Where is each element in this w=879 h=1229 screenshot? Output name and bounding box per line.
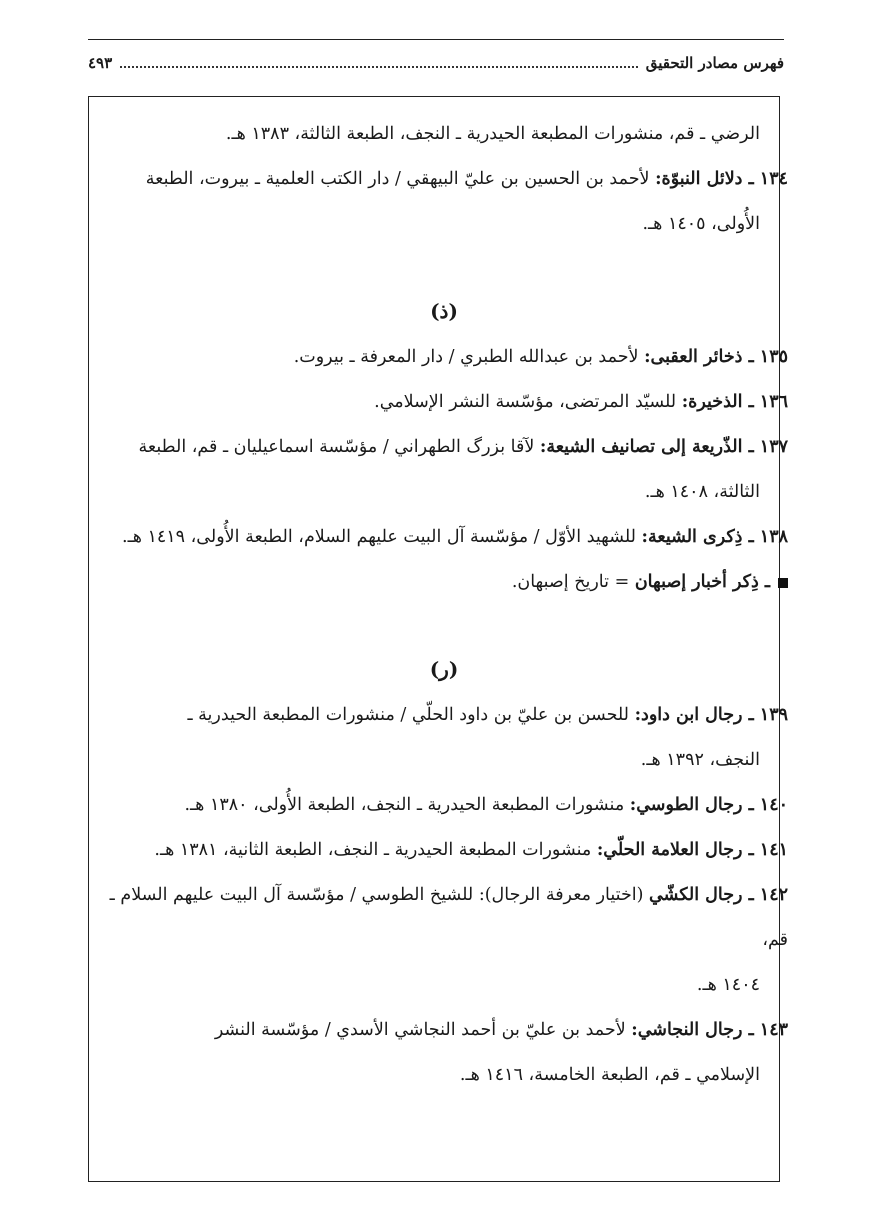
entry-text-continued: ١٤٠٤ هـ.: [696, 975, 760, 995]
bibliography-content: [100, 112, 788, 1098]
entry-title: رجال ابن داود:: [634, 705, 743, 725]
entry-text-continued: الإسلامي ـ قم، الطبعة الخامسة، ١٤١٦ هـ.: [459, 1065, 760, 1085]
entry-135: ١٣٥ ـ ذخائر العقبى: لأحمد بن عبدالله الطبري / دار المعرفة ـ بيروت.: [293, 347, 788, 367]
entry-title: رجال العلامة الحلّي:: [596, 840, 743, 860]
entry-142: ١٤٢ ـ رجال الكشّي (اختيار معرفة الرجال): للشيخ الطوسي / مؤسّسة آل البيت عليهم السلام ـ قم، ١٤٠٤ هـ.: [109, 885, 788, 995]
entry-134: ١٣٤ ـ دلائل النبوّة: لأحمد بن الحسين بن عليّ البيهقي / دار الكتب العلمية ـ بيروت، الطبعة الأُولى، ١٤٠٥ هـ.: [145, 169, 788, 234]
entry-title: رجال الطوسي:: [629, 795, 743, 815]
cross-reference-text: = تاريخ إصبهان.: [511, 572, 635, 592]
entry-text: منشورات المطبعة الحيدرية ـ النجف، الطبعة الثانية، ١٣٨١ هـ.: [154, 840, 597, 860]
entry-title: الذخيرة:: [681, 392, 743, 412]
entry-136: ١٣٦ ـ الذخيرة: للسيّد المرتضى، مؤسّسة النشر الإسلامي.: [374, 392, 788, 412]
entry-number: ١٣٤: [759, 169, 788, 189]
entry-number: ١٤١: [759, 840, 788, 860]
entry-text: لأحمد بن عليّ بن أحمد النجاشي الأسدي / مؤسّسة النشر: [214, 1020, 632, 1040]
entry-title: الذّريعة إلى تصانيف الشيعة:: [539, 437, 743, 457]
entry-number: ١٣٥: [759, 347, 788, 367]
entry-137: ١٣٧ ـ الذّريعة إلى تصانيف الشيعة: لآقا بزرگ الطهراني / مؤسّسة اسماعيليان ـ قم، الطبعة الثالثة، ١٤٠٨ هـ.: [138, 437, 788, 502]
entry-139: ١٣٩ ـ رجال ابن داود: للحسن بن عليّ بن داود الحلّي / منشورات المطبعة الحيدرية ـ النجف، ١٣٩٢ هـ.: [187, 705, 788, 770]
entry-141: ١٤١ ـ رجال العلامة الحلّي: منشورات المطبعة الحيدرية ـ النجف، الطبعة الثانية، ١٣٨١ هـ.: [154, 840, 788, 860]
entry-text: للشهيد الأوّل / مؤسّسة آل البيت عليهم السلام، الطبعة الأُولى، ١٤١٩ هـ.: [122, 527, 642, 547]
running-title: فهرس مصادر التحقيق: [645, 54, 784, 72]
entry-138: ١٣٨ ـ ذِكرى الشيعة: للشهيد الأوّل / مؤسّسة آل البيت عليهم السلام، الطبعة الأُولى، ١٤١٩ هـ.: [122, 527, 788, 547]
entry-number: ١٣٧: [759, 437, 788, 457]
entry-title: ذخائر العقبى:: [644, 347, 743, 367]
entry-title: رجال النجاشي:: [631, 1020, 743, 1040]
section-heading-ra: (ر): [429, 657, 459, 681]
entry-text: لأحمد بن عبدالله الطبري / دار المعرفة ـ بيروت.: [293, 347, 645, 367]
entry-text-continued: الأُولى، ١٤٠٥ هـ.: [642, 214, 760, 234]
entry-text: الرضي ـ قم، منشورات المطبعة الحيدرية ـ النجف، الطبعة الثالثة، ١٣٨٣ هـ.: [225, 124, 760, 144]
entry-title: دلائل النبوّة:: [655, 169, 743, 189]
header-dot-leader: [120, 66, 638, 68]
entry-number: ١٤٠: [759, 795, 788, 815]
entry-143: ١٤٣ ـ رجال النجاشي: لأحمد بن عليّ بن أحمد النجاشي الأسدي / مؤسّسة النشر الإسلامي ـ قم، الطبعة الخامسة، ١٤١٦ هـ.: [214, 1020, 788, 1085]
cross-reference: [100, 560, 788, 605]
page-number: ٤٩٣: [88, 54, 113, 72]
entry-number: ١٣٦: [759, 392, 788, 412]
section-heading-dhal: (ذ): [430, 299, 458, 323]
entry-text-continued: النجف، ١٣٩٢ هـ.: [640, 750, 760, 770]
entry-number: ١٤٣: [759, 1020, 788, 1040]
entry-text: منشورات المطبعة الحيدرية ـ النجف، الطبعة الأُولى، ١٣٨٠ هـ.: [184, 795, 630, 815]
entry-text: لأحمد بن الحسين بن عليّ البيهقي / دار الكتب العلمية ـ بيروت، الطبعة: [145, 169, 656, 189]
cross-reference-title: ـ ذِكر أخبار إصبهان: [634, 572, 770, 592]
entry-title: ذِكرى الشيعة:: [641, 527, 743, 547]
entry-text: للسيّد المرتضى، مؤسّسة النشر الإسلامي.: [374, 392, 682, 412]
entry-text: لآقا بزرگ الطهراني / مؤسّسة اسماعيليان ـ قم، الطبعة: [138, 437, 540, 457]
header-rule: [88, 39, 784, 40]
entry-continuation: [100, 112, 788, 157]
square-bullet-icon: [778, 578, 788, 588]
entry-number: ١٣٨: [759, 527, 788, 547]
page-header: [88, 48, 784, 78]
entry-title: رجال الكشّي: [649, 885, 743, 905]
entry-text: (اختيار معرفة الرجال): للشيخ الطوسي / مؤسّسة آل البيت عليهم السلام ـ قم،: [109, 885, 788, 950]
entry-text: للحسن بن عليّ بن داود الحلّي / منشورات المطبعة الحيدرية ـ: [187, 705, 635, 725]
entry-number: ١٣٩: [759, 705, 788, 725]
entry-140: ١٤٠ ـ رجال الطوسي: منشورات المطبعة الحيدرية ـ النجف، الطبعة الأُولى، ١٣٨٠ هـ.: [184, 795, 788, 815]
entry-text-continued: الثالثة، ١٤٠٨ هـ.: [644, 482, 760, 502]
entry-number: ١٤٢: [759, 885, 788, 905]
